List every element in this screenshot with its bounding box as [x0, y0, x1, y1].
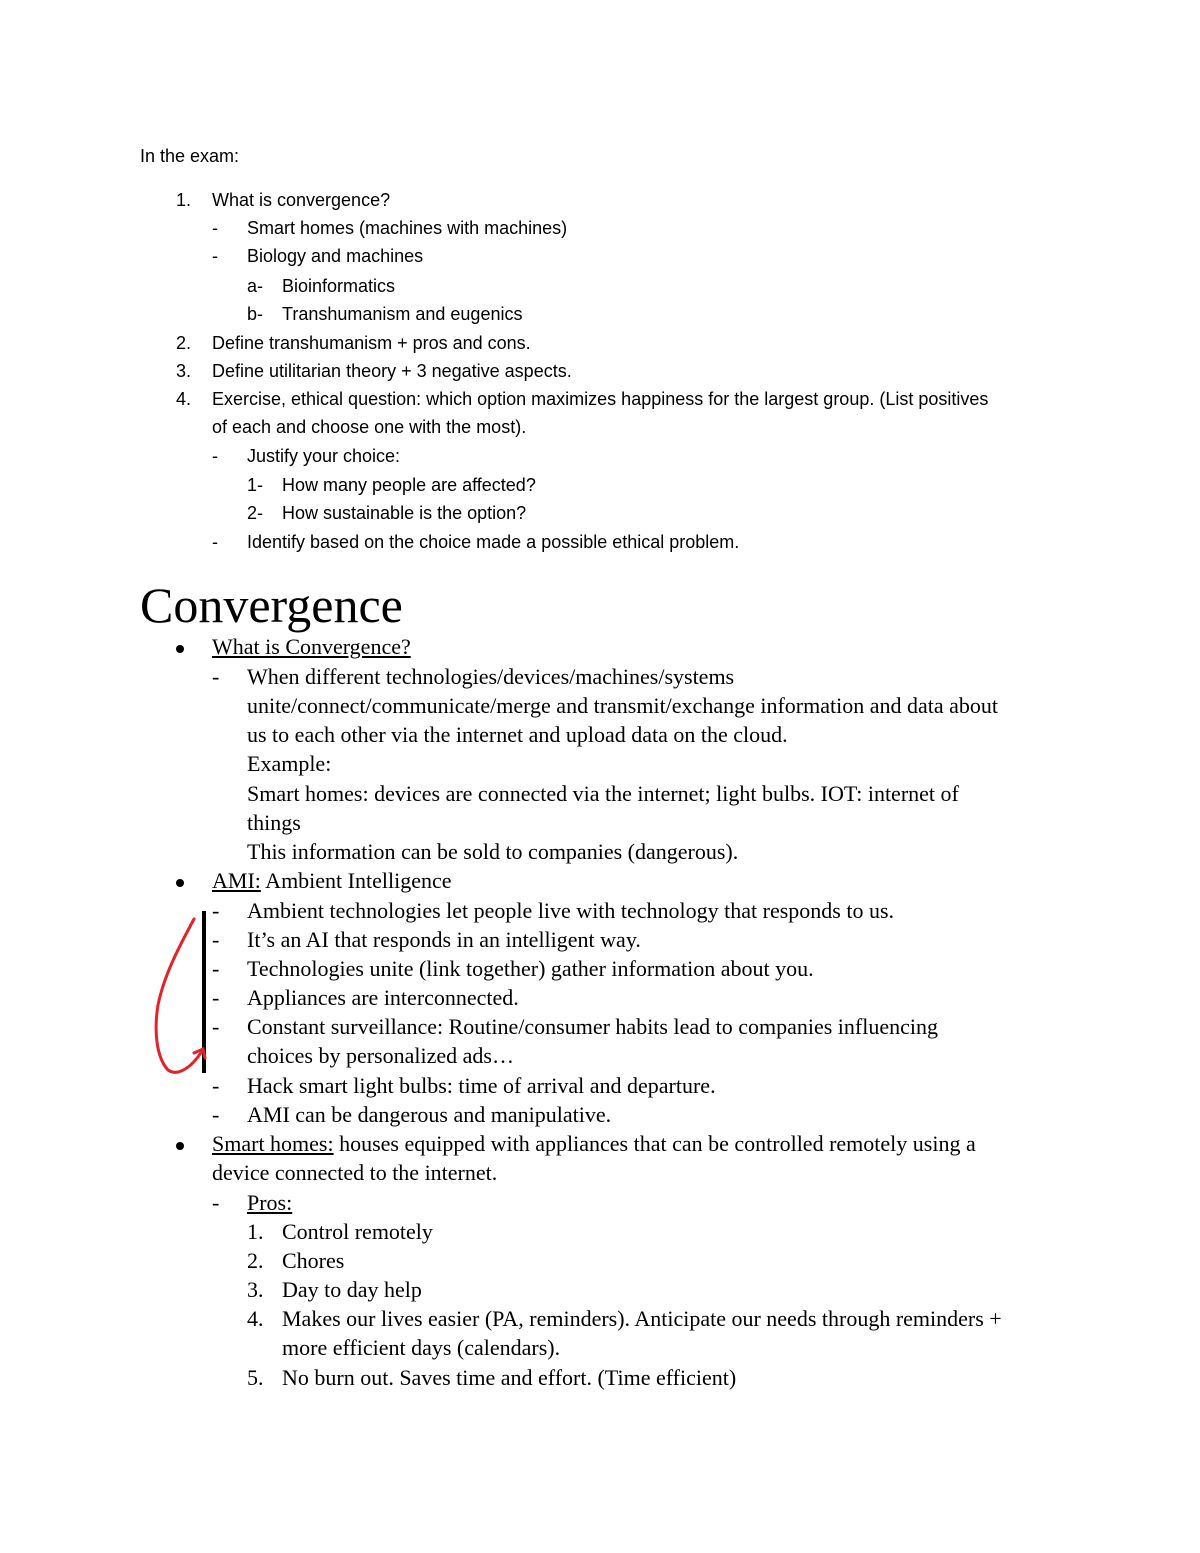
bullet-icon	[176, 1142, 184, 1150]
dash-marker: -	[212, 246, 218, 266]
ami-line: Hack smart light bulbs: time of arrival and departure.	[247, 1073, 716, 1098]
ami-title: Ambient Intelligence	[260, 868, 452, 893]
exam-letter-item: Bioinformatics	[282, 276, 396, 296]
definition-line: unite/connect/communicate/merge and transmit/exchange information and data about	[247, 693, 998, 718]
exam-number-item: How sustainable is the option?	[282, 503, 527, 523]
exam-sub-item: Identify based on the choice made a possible ethical problem.	[247, 532, 740, 552]
exam-item-number: 4.	[176, 389, 192, 409]
letter-marker: b-	[247, 304, 264, 324]
number-marker: 2-	[247, 503, 264, 523]
exam-item-number: 1.	[176, 190, 192, 210]
smart-homes-definition: houses equipped with appliances that can be controlled remotely using a	[333, 1131, 976, 1156]
pros-item: more efficient days (calendars).	[282, 1335, 561, 1360]
ami-line: Constant surveillance: Routine/consumer habits lead to companies influencing	[247, 1014, 939, 1039]
ami-line: It’s an AI that responds in an intelligent way.	[247, 927, 641, 952]
exam-sub-item: Smart homes (machines with machines)	[247, 218, 568, 238]
dash-marker: -	[212, 927, 220, 952]
smart-homes-label: Smart homes:	[212, 1131, 334, 1156]
pros-item: Control remotely	[282, 1219, 433, 1244]
exam-sub-item: Justify your choice:	[247, 446, 401, 466]
exam-item-text: What is convergence?	[212, 190, 391, 210]
red-arrow-stroke	[156, 919, 202, 1072]
smart-homes-definition-continued: device connected to the internet.	[212, 1160, 498, 1185]
exam-intro: In the exam:	[140, 146, 240, 166]
dash-marker: -	[212, 1014, 220, 1039]
definition-line: This information can be sold to companies (dangerous).	[247, 839, 739, 864]
exam-number-item: How many people are affected?	[282, 475, 536, 495]
annotation-bracket-icon	[150, 905, 220, 1085]
definition-line: us to each other via the internet and upload data on the cloud.	[247, 722, 788, 747]
pros-item: Day to day help	[282, 1277, 422, 1302]
letter-marker: a-	[247, 276, 264, 296]
exam-sub-item: Biology and machines	[247, 246, 424, 266]
smart-homes-heading	[212, 1131, 976, 1157]
exam-item-text: Exercise, ethical question: which option maximizes happiness for the largest group. (List positives	[212, 389, 989, 409]
bullet-icon	[176, 645, 184, 653]
convergence-question: What is Convergence?	[212, 634, 411, 659]
definition-line: Smart homes: devices are connected via the internet; light bulbs. IOT: internet of	[247, 781, 959, 806]
pros-number: 3.	[247, 1277, 264, 1302]
ami-line: Ambient technologies let people live with technology that responds to us.	[247, 898, 895, 923]
number-marker: 1-	[247, 475, 264, 495]
ami-line: Appliances are interconnected.	[247, 985, 519, 1010]
dash-marker: -	[212, 446, 218, 466]
pros-item: No burn out. Saves time and effort. (Time efficient)	[282, 1365, 737, 1390]
pros-number: 2.	[247, 1248, 264, 1273]
exam-item-text-continued: of each and choose one with the most).	[212, 417, 527, 437]
ami-label: AMI:	[212, 868, 261, 893]
pros-label: Pros:	[247, 1190, 293, 1215]
dash-marker: -	[212, 218, 218, 238]
dash-marker: -	[212, 898, 220, 923]
dash-marker: -	[212, 532, 218, 552]
dash-marker: -	[212, 1190, 220, 1215]
bullet-icon	[176, 879, 184, 887]
ami-heading	[212, 868, 452, 894]
definition-line: Example:	[247, 751, 332, 776]
exam-item-text: Define utilitarian theory + 3 negative aspects.	[212, 361, 572, 381]
ami-line: Technologies unite (link together) gather information about you.	[247, 956, 814, 981]
dash-marker: -	[212, 664, 220, 689]
dash-marker: -	[212, 1073, 220, 1098]
pros-item: Makes our lives easier (PA, reminders). Anticipate our needs through reminders +	[282, 1306, 1002, 1331]
pros-number: 5.	[247, 1365, 264, 1390]
definition-line: When different technologies/devices/machines/systems	[247, 664, 735, 689]
pros-item: Chores	[282, 1248, 345, 1273]
ami-line: choices by personalized ads…	[247, 1043, 514, 1068]
exam-item-text: Define transhumanism + pros and cons.	[212, 333, 531, 353]
exam-item-number: 3.	[176, 361, 192, 381]
pros-number: 1.	[247, 1219, 264, 1244]
exam-item-number: 2.	[176, 333, 192, 353]
exam-letter-item: Transhumanism and eugenics	[282, 304, 523, 324]
dash-marker: -	[212, 985, 220, 1010]
section-heading: Convergence	[140, 577, 403, 633]
pros-number: 4.	[247, 1306, 264, 1331]
dash-marker: -	[212, 956, 220, 981]
dash-marker: -	[212, 1102, 220, 1127]
definition-line: things	[247, 810, 301, 835]
ami-line: AMI can be dangerous and manipulative.	[247, 1102, 612, 1127]
